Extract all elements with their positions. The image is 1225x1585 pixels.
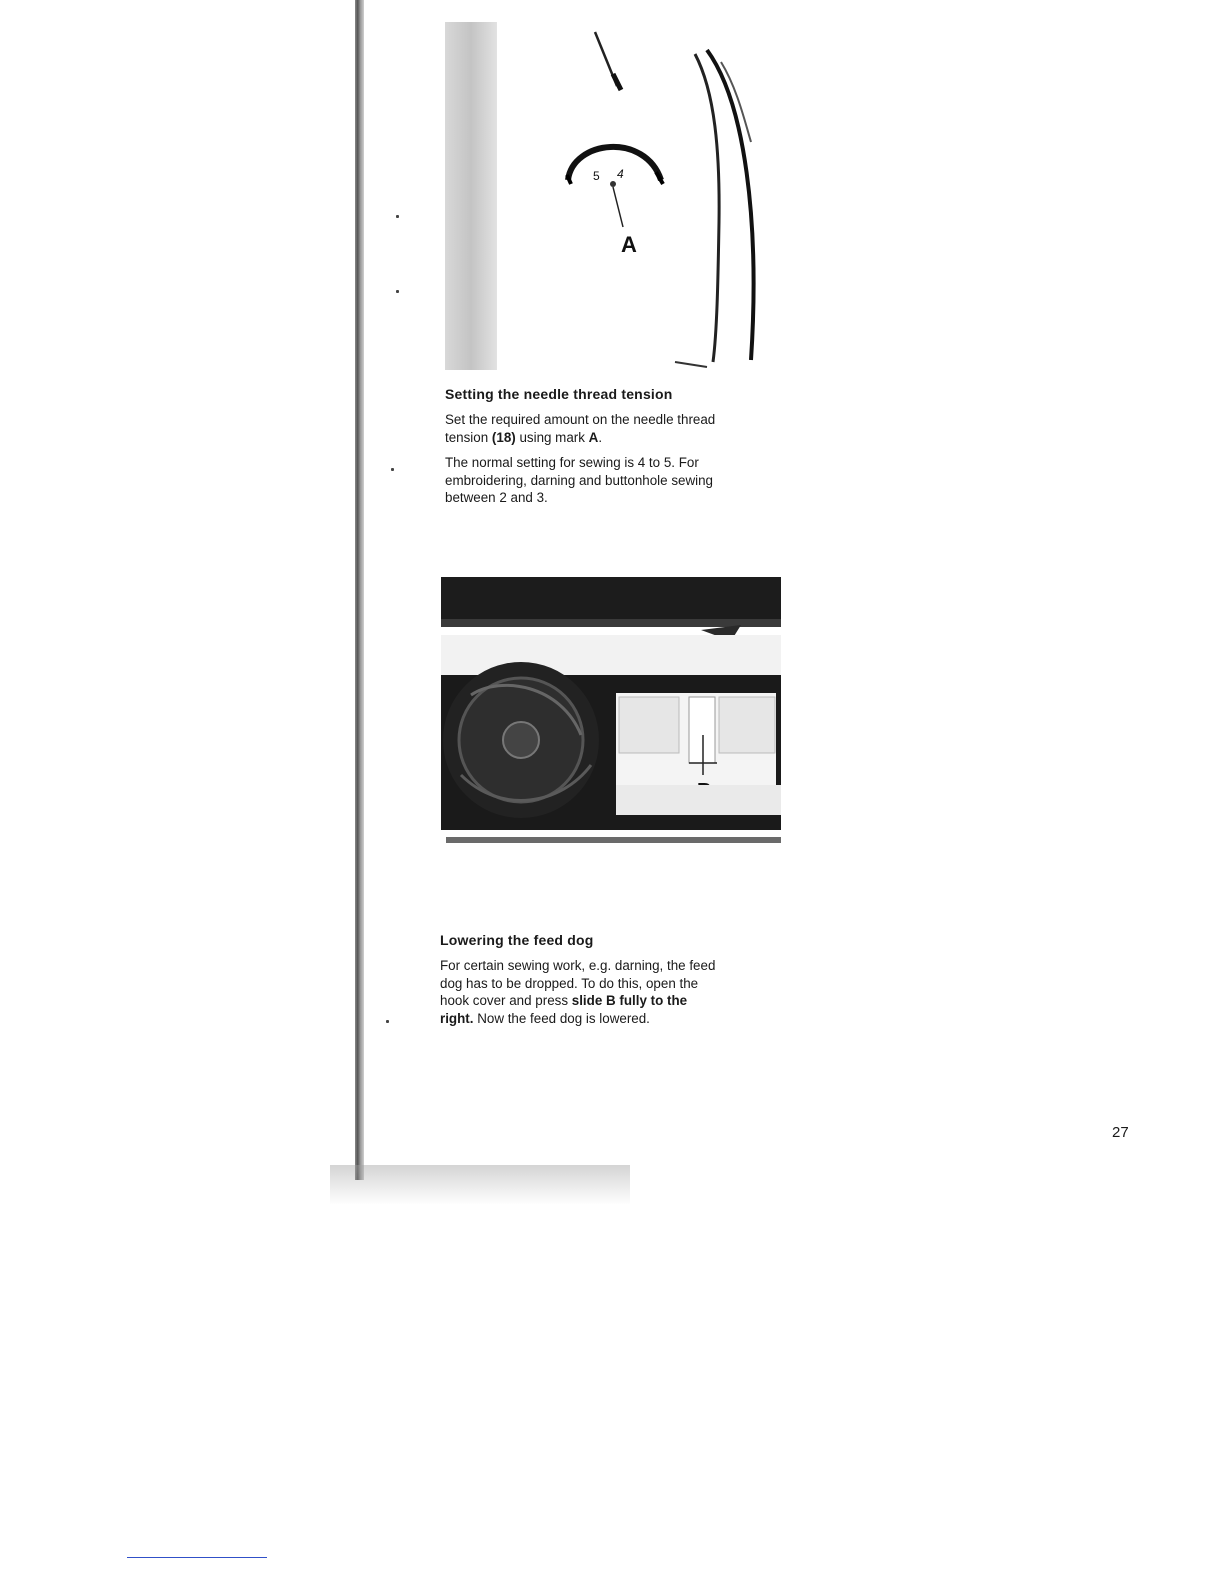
text-line: The normal setting for sewing is 4 to 5. For (445, 455, 699, 470)
page-binding-shadow (355, 0, 364, 1180)
tension-dial-photo (445, 22, 785, 370)
text-segment: hook cover and press (440, 993, 572, 1008)
emphasis: right. (440, 1010, 474, 1026)
text-segment: using mark (515, 429, 589, 445)
dial-number-4: 4 (617, 167, 624, 181)
section-heading-thread-tension: Setting the needle thread tension (445, 386, 673, 402)
text-segment: Now the feed dog is lowered. (473, 1010, 650, 1026)
text-segment: . (598, 429, 603, 445)
scan-speck (396, 215, 399, 218)
emphasis: slide B fully to the (571, 993, 688, 1008)
scan-speck (386, 1020, 389, 1023)
text-line: dog has to be dropped. To do this, open the (440, 975, 699, 991)
section-heading-feed-dog: Lowering the feed dog (440, 932, 594, 948)
mark-a-label: A (621, 232, 637, 257)
tension-setting-values (445, 454, 785, 507)
text-line: embroidering, darning and buttonhole sewing (445, 472, 713, 488)
footer-rule (127, 1557, 267, 1558)
thread-tension-instructions (445, 411, 785, 446)
part-number: (18) (491, 429, 516, 445)
page-number: 27 (1112, 1124, 1129, 1141)
text-segment: tension (445, 429, 492, 445)
feed-dog-slide-photo (441, 575, 781, 853)
scan-speck (391, 468, 394, 471)
text-line: For certain sewing work, e.g. darning, the feed (440, 958, 716, 973)
text-line: between 2 and 3. (445, 490, 548, 505)
dial-number-5: 5 (593, 169, 600, 183)
scan-speck (396, 290, 399, 293)
feed-dog-instructions (440, 957, 780, 1027)
mark-reference: A (588, 429, 599, 445)
text-line: Set the required amount on the needle thread (445, 412, 716, 427)
page-corner-shadow (330, 1165, 630, 1205)
